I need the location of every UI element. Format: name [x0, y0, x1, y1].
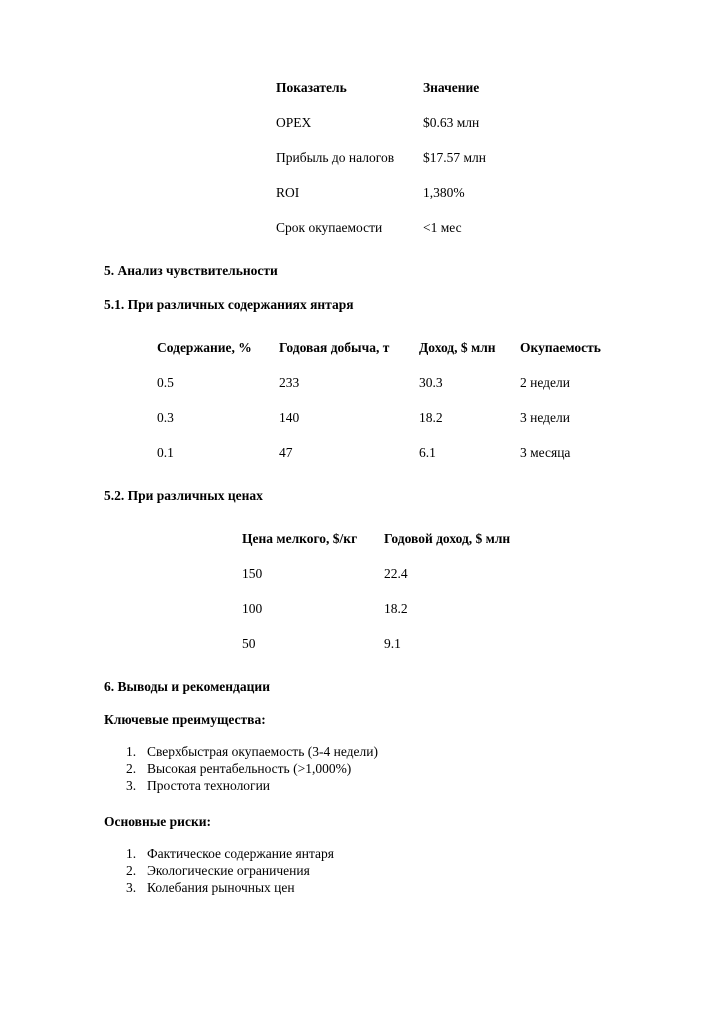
summary-cell: $17.57 млн — [423, 150, 487, 165]
table1-cell: 30.3 — [419, 375, 443, 390]
table1-cell: 0.5 — [157, 375, 174, 390]
table1-cell: 233 — [279, 375, 300, 390]
table1-cell: 18.2 — [419, 410, 443, 425]
summary-header-value: Значение — [423, 80, 480, 95]
table1-cell: 3 месяца — [520, 445, 571, 460]
table1-cell: 140 — [279, 410, 300, 425]
summary-cell: 1,380% — [423, 185, 465, 200]
table2-cell: 22.4 — [384, 566, 408, 581]
table1-header: Доход, $ млн — [419, 340, 496, 355]
table2-cell: 150 — [242, 566, 263, 581]
table1-header: Годовая добыча, т — [279, 340, 390, 355]
summary-cell: Прибыль до налогов — [276, 150, 395, 165]
section-5-2-heading: 5.2. При различных ценах — [104, 488, 263, 503]
table2-header: Годовой доход, $ млн — [384, 531, 511, 546]
table2-cell: 100 — [242, 601, 263, 616]
section-6-heading: 6. Выводы и рекомендации — [104, 679, 270, 694]
summary-cell: ROI — [276, 185, 300, 200]
table2-cell: 9.1 — [384, 636, 401, 651]
document-page: Показатель Значение OPEX $0.63 млн Прибыль до налогов $17.57 млн ROI 1,380% Срок окупаемости <1 мес 5. Анализ чувствительности 5.1. При различных содержаниях янтаря Содержание, % Годовая добыча, т Доход, $ млн Окупаемость 0.5 233 30.3 2 недели 0.3 140 18.2 3 недели 0.1 47 6.1 3 месяца 5.2. При различных ценах Цена мелкого, $/кг Годовой доход, $ млн 150 22.4 100 18.2 50 9.1 6. Выводы и рекомендации Ключевые преимущества: 1. Сверхбыстрая окупаемость (3-4 недели) 2. Высокая рентабельность (>1,000%) 3. Простота технологии Основные риски: 1. Фактическое содержание янтаря 2. Экологические ограничения 3. Колебания рыночных цен — [104, 80, 601, 895]
section-5-1-heading: 5.1. При различных содержаниях янтаря — [104, 297, 354, 312]
summary-cell: <1 мес — [423, 220, 462, 235]
summary-cell: Срок окупаемости — [276, 220, 383, 235]
table2-cell: 50 — [242, 636, 256, 651]
section-5-heading: 5. Анализ чувствительности — [104, 263, 278, 278]
table1-cell: 0.1 — [157, 445, 174, 460]
table1-cell: 47 — [279, 445, 293, 460]
risks-heading: Основные риски: — [104, 814, 211, 829]
table1-header: Окупаемость — [520, 340, 601, 355]
advantages-heading: Ключевые преимущества: — [104, 712, 266, 727]
summary-header-indicator: Показатель — [276, 80, 347, 95]
table1-header: Содержание, % — [157, 340, 252, 355]
summary-cell: OPEX — [276, 115, 312, 130]
table1-cell: 3 недели — [520, 410, 570, 425]
table2-cell: 18.2 — [384, 601, 408, 616]
table1-cell: 0.3 — [157, 410, 174, 425]
table1-cell: 2 недели — [520, 375, 570, 390]
summary-cell: $0.63 млн — [423, 115, 480, 130]
table1-cell: 6.1 — [419, 445, 436, 460]
table2-header: Цена мелкого, $/кг — [242, 531, 358, 546]
